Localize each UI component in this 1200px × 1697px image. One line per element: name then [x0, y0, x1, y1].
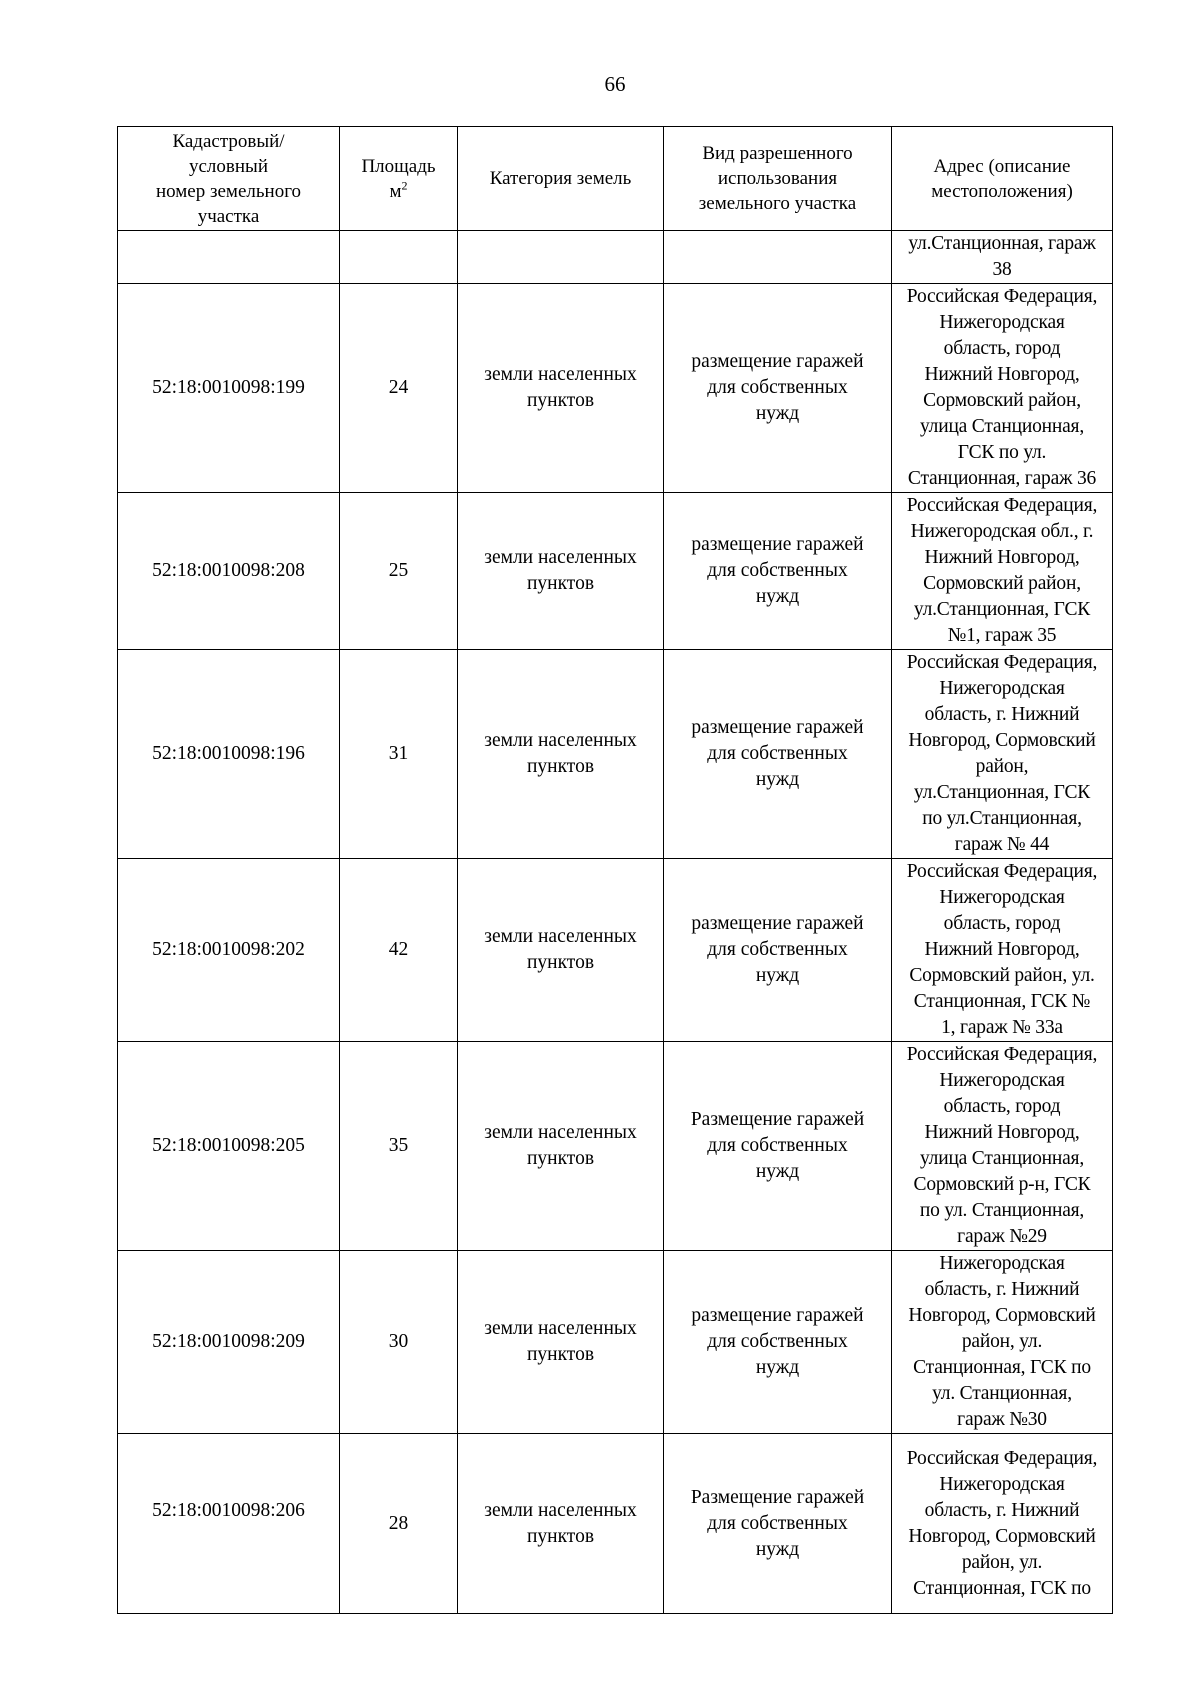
cell-use: Размещение гаражей для собственных нужд: [664, 1042, 892, 1251]
cell-use: Размещение гаражей для собственных нужд: [664, 1434, 892, 1614]
cell-area: 25: [340, 493, 458, 650]
cell-address: Российская Федерация, Нижегородская область, г. Нижний Новгород, Сормовский район, ул.Станционная, ГСК по ул.Станционная, гараж № 44: [892, 650, 1113, 859]
cell-address: ул.Станционная, гараж 38: [892, 231, 1113, 284]
cell-use: размещение гаражей для собственных нужд: [664, 284, 892, 493]
land-plots-table: [117, 126, 1113, 1614]
header-cadastral: Кадастровый/ условный номер земельного участка: [118, 127, 340, 231]
cell-category: земли населенных пунктов: [458, 284, 664, 493]
cell-use: [664, 231, 892, 284]
page-number: 66: [604, 72, 626, 96]
cell-category: земли населенных пунктов: [458, 1042, 664, 1251]
cell-area: 28: [340, 1434, 458, 1614]
table-row: [118, 1251, 1113, 1434]
cell-cadastral: 52:18:0010098:202: [118, 859, 340, 1042]
header-category: Категория земель: [458, 127, 664, 231]
cell-use: размещение гаражей для собственных нужд: [664, 1251, 892, 1434]
cell-area: [340, 231, 458, 284]
table-row-continued: [118, 231, 1113, 284]
cell-cadastral: 52:18:0010098:199: [118, 284, 340, 493]
cell-use: размещение гаражей для собственных нужд: [664, 650, 892, 859]
header-area: Площадь $м^2$: [340, 127, 458, 231]
cell-area: 24: [340, 284, 458, 493]
cell-use: размещение гаражей для собственных нужд: [664, 493, 892, 650]
cell-area: 35: [340, 1042, 458, 1251]
cell-address: Нижегородская область, г. Нижний Новгород, Сормовский район, ул. Станционная, ГСК по ул. Станционная, гараж №30: [892, 1251, 1113, 1434]
cell-cadastral: 52:18:0010098:205: [118, 1042, 340, 1251]
cell-address: Российская Федерация, Нижегородская область, г. Нижний Новгород, Сормовский район, ул. Станционная, ГСК по: [892, 1434, 1113, 1614]
cell-category: [458, 231, 664, 284]
table-row: [118, 493, 1113, 650]
header-address: Адрес (описание местоположения): [892, 127, 1113, 231]
cell-cadastral: 52:18:0010098:196: [118, 650, 340, 859]
cell-cadastral: 52:18:0010098:206: [118, 1434, 340, 1614]
cell-category: земли населенных пунктов: [458, 493, 664, 650]
cell-address: Российская Федерация, Нижегородская область, город Нижний Новгород, улица Станционная, Сормовский р-н, ГСК по ул. Станционная, гараж №29: [892, 1042, 1113, 1251]
table-header-row: [118, 127, 1113, 231]
cell-category: земли населенных пунктов: [458, 859, 664, 1042]
cell-use: размещение гаражей для собственных нужд: [664, 859, 892, 1042]
cell-address: Российская Федерация, Нижегородская область, город Нижний Новгород, Сормовский район, улица Станционная, ГСК по ул. Станционная, гараж 36: [892, 284, 1113, 493]
cell-area: 42: [340, 859, 458, 1042]
cell-category: земли населенных пунктов: [458, 650, 664, 859]
cell-cadastral: 52:18:0010098:208: [118, 493, 340, 650]
cell-cadastral: [118, 231, 340, 284]
table-row: [118, 859, 1113, 1042]
cell-address: Российская Федерация, Нижегородская обл., г. Нижний Новгород, Сормовский район, ул.Станционная, ГСК №1, гараж 35: [892, 493, 1113, 650]
cell-category: земли населенных пунктов: [458, 1434, 664, 1614]
cell-area: 30: [340, 1251, 458, 1434]
cell-area: 31: [340, 650, 458, 859]
table-row: [118, 284, 1113, 493]
cell-cadastral: 52:18:0010098:209: [118, 1251, 340, 1434]
table-row: [118, 1042, 1113, 1251]
header-use: Вид разрешенного использования земельного участка: [664, 127, 892, 231]
cell-address: Российская Федерация, Нижегородская область, город Нижний Новгород, Сормовский район, ул. Станционная, ГСК № 1, гараж № 33а: [892, 859, 1113, 1042]
table-row: [118, 650, 1113, 859]
cell-category: земли населенных пунктов: [458, 1251, 664, 1434]
table-row: [118, 1434, 1113, 1614]
